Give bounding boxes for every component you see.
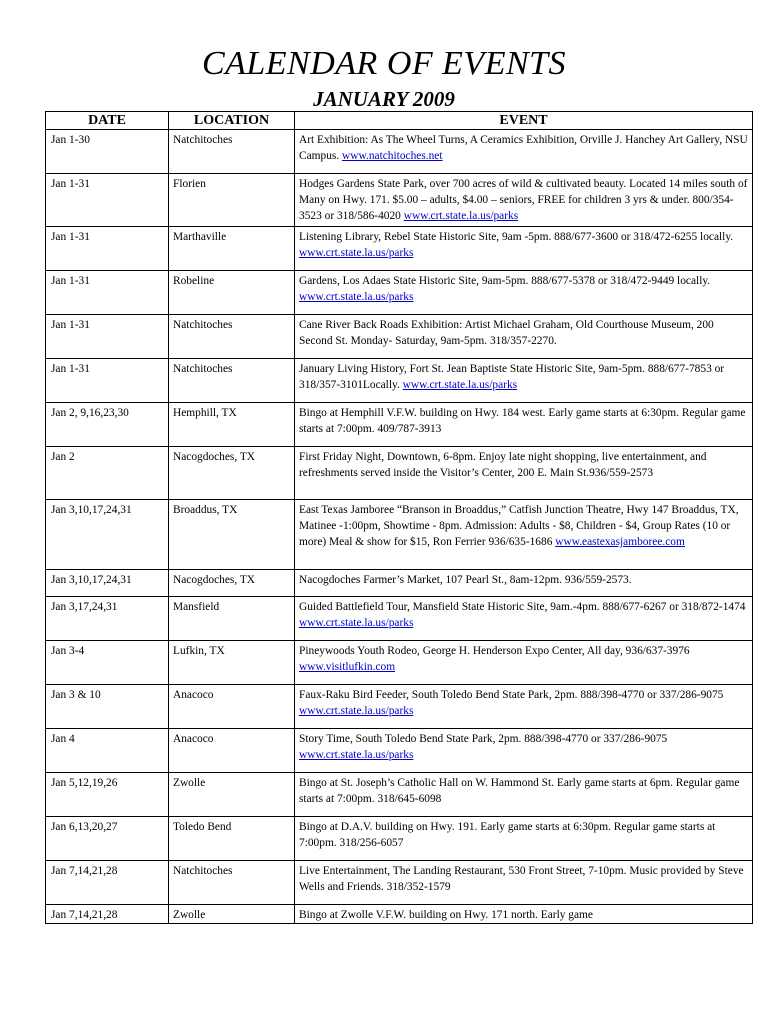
event-details [295, 597, 753, 641]
event-location: Robeline [169, 271, 295, 315]
event-description: Cane River Back Roads Exhibition: Artist Michael Graham, Old Courthouse Museum, 200 Second St. Monday- Saturday, 9am-5pm. 318/357-2270. [299, 319, 714, 347]
event-location: Broaddus, TX [169, 500, 295, 570]
event-location: Natchitoches [169, 130, 295, 174]
event-date: Jan 3,10,17,24,31 [46, 500, 169, 570]
event-description: East Texas Jamboree “Branson in Broaddus,” Catfish Junction Theatre, Hwy 147 Broaddus, TX, Matinee -1:00pm, Showtime - 8pm. Admission: Adults - $8, Children - $4, Group Rates (10 or more) Meal & show for $15, Ron Ferrier 936/635-1686 [299, 504, 739, 548]
event-details [295, 359, 753, 403]
event-details [295, 500, 753, 570]
event-description: Faux-Raku Bird Feeder, South Toledo Bend State Park, 2pm. 888/398-4770 or 337/286-9075 [299, 689, 724, 701]
event-description: January Living History, Fort St. Jean Baptiste State Historic Site, 9am-5pm. 888/677-7853 or 318/357-3101Locally. [299, 363, 725, 391]
event-date: Jan 1-31 [46, 271, 169, 315]
event-location: Zwolle [169, 905, 295, 924]
event-link[interactable]: www.crt.state.la.us/parks [299, 247, 414, 259]
event-location: Toledo Bend [169, 817, 295, 861]
table-row [46, 905, 753, 924]
event-link[interactable]: www.visitlufkin.com [299, 661, 396, 673]
table-row [46, 597, 753, 641]
event-location: Anacoco [169, 685, 295, 729]
event-link[interactable]: www.natchitoches.net [342, 150, 443, 162]
event-details [295, 817, 753, 861]
event-date: Jan 1-30 [46, 130, 169, 174]
event-details [295, 315, 753, 359]
event-description: Hodges Gardens State Park, over 700 acres of wild & cultivated beauty. Located 14 miles south of Many on Hwy. 171. $5.00 – adults, $4.00 – seniors, FREE for children 3 yrs & under. 800/354-3523 or 318/586-4020 [299, 178, 748, 222]
event-date: Jan 1-31 [46, 174, 169, 227]
event-date: Jan 3,10,17,24,31 [46, 570, 169, 597]
event-location: Natchitoches [169, 315, 295, 359]
event-link[interactable]: www.crt.state.la.us/parks [299, 749, 414, 761]
table-header-row [46, 112, 753, 130]
table-row [46, 729, 753, 773]
event-details [295, 174, 753, 227]
event-date: Jan 4 [46, 729, 169, 773]
event-description: Guided Battlefield Tour, Mansfield State Historic Site, 9am.-4pm. 888/677-6267 or 318/872-1474 [299, 601, 746, 613]
event-details [295, 227, 753, 271]
event-description: Bingo at Zwolle V.F.W. building on Hwy. 171 north. Early game [299, 909, 593, 921]
event-date: Jan 3-4 [46, 641, 169, 685]
event-location: Florien [169, 174, 295, 227]
table-row [46, 570, 753, 597]
event-date: Jan 1-31 [46, 227, 169, 271]
event-link[interactable]: www.crt.state.la.us/parks [299, 291, 414, 303]
event-details [295, 447, 753, 500]
event-details [295, 403, 753, 447]
event-location: Mansfield [169, 597, 295, 641]
event-details [295, 773, 753, 817]
event-link[interactable]: www.eastexasjamboree.com [555, 536, 685, 548]
event-link[interactable]: www.crt.state.la.us/parks [299, 617, 414, 629]
table-row [46, 130, 753, 174]
event-details [295, 861, 753, 905]
table-row [46, 817, 753, 861]
table-row [46, 227, 753, 271]
event-description: Bingo at D.A.V. building on Hwy. 191. Early game starts at 6:30pm. Regular game starts at 7:00pm. 318/256-6057 [299, 821, 716, 849]
event-date: Jan 3,17,24,31 [46, 597, 169, 641]
event-link[interactable]: www.crt.state.la.us/parks [299, 705, 414, 717]
event-details [295, 685, 753, 729]
event-description: Pineywoods Youth Rodeo, George H. Henderson Expo Center, All day, 936/637-3976 [299, 645, 690, 657]
event-date: Jan 3 & 10 [46, 685, 169, 729]
event-description: Art Exhibition: As The Wheel Turns, A Ceramics Exhibition, Orville J. Hanchey Art Gallery, NSU Campus. [299, 134, 748, 162]
event-date: Jan 5,12,19,26 [46, 773, 169, 817]
event-details [295, 905, 753, 924]
table-row [46, 447, 753, 500]
table-row [46, 359, 753, 403]
table-row [46, 773, 753, 817]
event-date: Jan 2 [46, 447, 169, 500]
event-location: Hemphill, TX [169, 403, 295, 447]
event-location: Zwolle [169, 773, 295, 817]
event-details [295, 271, 753, 315]
table-row [46, 403, 753, 447]
event-date: Jan 2, 9,16,23,30 [46, 403, 169, 447]
event-date: Jan 7,14,21,28 [46, 861, 169, 905]
event-location: Nacogdoches, TX [169, 570, 295, 597]
event-date: Jan 7,14,21,28 [46, 905, 169, 924]
event-description: First Friday Night, Downtown, 6-8pm. Enjoy late night shopping, live entertainment, and refreshments served inside the Visitor’s Center, 200 E. Main St.936/559-2573 [299, 451, 707, 479]
event-details [295, 570, 753, 597]
event-details [295, 130, 753, 174]
table-row [46, 271, 753, 315]
event-location: Anacoco [169, 729, 295, 773]
header-event: EVENT [295, 112, 753, 130]
event-date: Jan 1-31 [46, 359, 169, 403]
event-description: Bingo at St. Joseph’s Catholic Hall on W. Hammond St. Early game starts at 6pm. Regular game starts at 7:00pm. 318/645-6098 [299, 777, 740, 805]
event-location: Natchitoches [169, 359, 295, 403]
table-row [46, 315, 753, 359]
event-details [295, 641, 753, 685]
header-location: LOCATION [169, 112, 295, 130]
event-location: Natchitoches [169, 861, 295, 905]
event-description: Nacogdoches Farmer’s Market, 107 Pearl St., 8am-12pm. 936/559-2573. [299, 574, 632, 586]
event-date: Jan 1-31 [46, 315, 169, 359]
table-row [46, 500, 753, 570]
event-description: Gardens, Los Adaes State Historic Site, 9am-5pm. 888/677-5378 or 318/472-9449 locally. [299, 275, 711, 287]
table-row [46, 861, 753, 905]
event-description: Listening Library, Rebel State Historic Site, 9am -5pm. 888/677-3600 or 318/472-6255 locally. [299, 231, 734, 243]
page-title: CALENDAR OF EVENTS [201, 45, 567, 82]
event-link[interactable]: www.crt.state.la.us/parks [403, 210, 519, 222]
page-subtitle: JANUARY 2009 [313, 87, 455, 111]
event-description: Live Entertainment, The Landing Restaurant, 530 Front Street, 7-10pm. Music provided by Steve Wells and Friends. 318/352-1579 [299, 865, 744, 893]
header-date: DATE [46, 112, 169, 130]
event-location: Nacogdoches, TX [169, 447, 295, 500]
table-row [46, 641, 753, 685]
event-description: Bingo at Hemphill V.F.W. building on Hwy. 184 west. Early game starts at 6:30pm. Regular game starts at 7:00pm. 409/787-3913 [299, 407, 746, 435]
event-location: Marthaville [169, 227, 295, 271]
event-date: Jan 6,13,20,27 [46, 817, 169, 861]
event-description: Story Time, South Toledo Bend State Park, 2pm. 888/398-4770 or 337/286-9075 [299, 733, 668, 745]
event-location: Lufkin, TX [169, 641, 295, 685]
event-details [295, 729, 753, 773]
events-table [45, 111, 753, 924]
table-row [46, 685, 753, 729]
event-link[interactable]: www.crt.state.la.us/parks [402, 379, 518, 391]
table-row [46, 174, 753, 227]
